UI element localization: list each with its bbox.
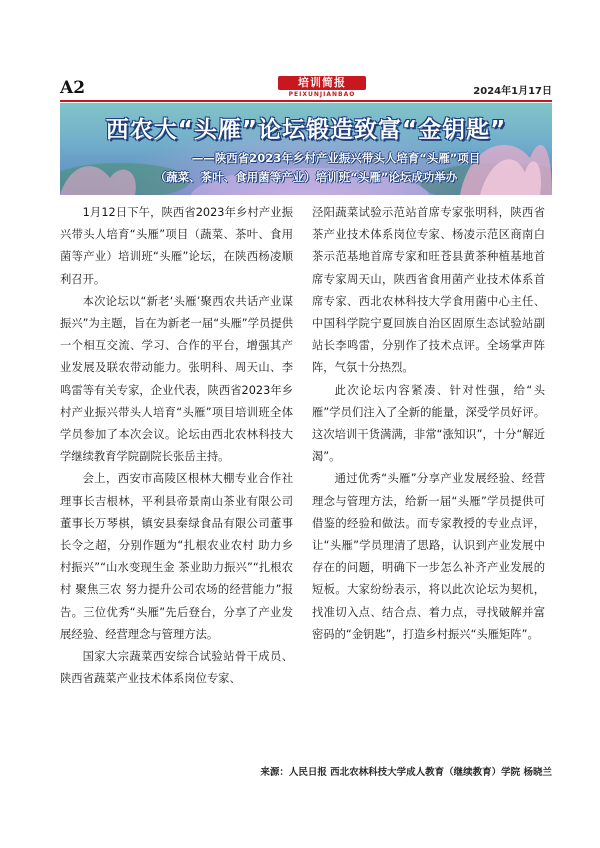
page-header [60, 76, 552, 98]
paragraph: 此次论坛内容紧凑、针对性强，给“头雁”学员们注入了全新的能量，深受学员好评。这次培训干货满满，非常“涨知识”，十分“解近渴”。 [312, 383, 545, 464]
article-title: 西农大“头雁”论坛锻造致富“金钥匙” [105, 117, 507, 143]
logo-chinese: 培训简报 [278, 76, 366, 90]
left-column [60, 202, 293, 690]
logo-english: PEIXUNJIANBAO [288, 91, 356, 98]
page-number: A2 [60, 78, 86, 98]
article-subtitle-line-1: ——陕西省2023年乡村产业振兴带头人培育“头雁”项目 [191, 151, 481, 165]
paragraph: 通过优秀“头雁”分享产业发展经验、经营理念与管理方法，给新一届“头雁”学员提供可借鉴的经验和做法。而专家教授的专业点评，让“头雁”学员理清了思路，认识到产业发展中存在的问题，明确下一步怎么补齐产业发展的短板。大家纷纷表示，将以此次论坛为契机，找准切入点、结合点、着力点，寻找破解并富密码的“金钥匙”，打造乡村振兴“头雁矩阵”。 [312, 472, 545, 641]
paragraph-continued: 泾阳蔬菜试验示范站首席专家张明科，陕西省茶产业技术体系岗位专家、杨凌示范区商南白茶示范基地首席专家和旺苍县黄茶种植基地首席专家周天山，陕西省食用菌产业技术体系首席专家、西北农林科技大学食用菌中心主任、中国科学院宁夏回族自治区固原生态试验站副站长李鸣雷，分别作了技术点评。全场掌声阵阵，气氛十分热烈。 [312, 206, 545, 375]
source-credit: 来源：人民日报 西北农林科技大学成人教育（继续教育）学院 杨晓兰 [260, 767, 552, 778]
newsletter-logo [278, 76, 366, 100]
right-column [312, 202, 545, 646]
issue-date: 2024年1月17日 [473, 86, 552, 97]
article-banner [60, 103, 552, 195]
paragraph: 会上，西安市高陵区根林大棚专业合作社理事长吉根林，平利县帝景南山茶业有限公司董事长万琴棋，镇安县秦绿食品有限公司董事长令之超，分别作题为“扎根农业农村 助力乡村振兴”“山水变现生金 茶业助力振兴”“扎根农村 聚焦三农 努力提升公司农场的经营能力”报告。三位优秀“头雁”先后登台，分享了产业发展经验、经营理念与管理方法。 [60, 472, 293, 641]
article-body [60, 202, 552, 758]
article-subtitle-line-2: （蔬菜、茶叶、食用菌等产业）培训班“头雁”论坛成功举办 [154, 170, 458, 184]
paragraph: 1月12日下午，陕西省2023年乡村产业振兴带头人培育“头雁”项目（蔬菜、茶叶、食用菌等产业）培训班“头雁”论坛，在陕西杨凌顺利召开。 [60, 206, 293, 286]
paragraph: 国家大宗蔬菜西安综合试验站骨干成员、陕西省蔬菜产业技术体系岗位专家、 [60, 650, 293, 686]
paragraph: 本次论坛以“新老‘头雁’聚西农共话产业谋振兴”为主题，旨在为新老一届“头雁”学员提供一个相互交流、学习、合作的平台，增强其产业发展及联农带动能力。张明科、周天山、李鸣雷等有关专家，企业代表，陕西省2023年乡村产业振兴带头人培育“头雁”项目培训班全体学员参加了本次会议。论坛由西北农林科技大学继续教育学院副院长张岳主持。 [60, 294, 293, 464]
header-divider [60, 100, 552, 102]
